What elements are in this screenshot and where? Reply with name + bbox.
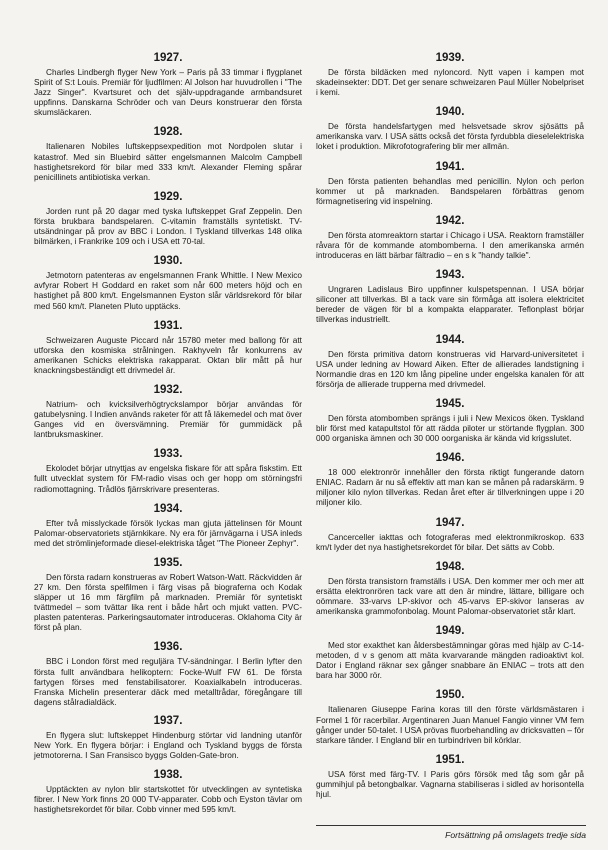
entry-text: Jetmotorn patenteras av engelsmannen Frank Whittle. I New Mexico avfyrar Robert H Goddard en raket som når 600 meters höjd och en hastighet på 800 km/t. Engelsmannen Eyston slår världsrekord för bilar med 560 km/t. Planeten Pluto upptäcks. bbox=[34, 270, 302, 311]
entry-text: De första bildäcken med nyloncord. Nytt vapen i kampen mot skadeinsekter: DDT. Det ger senare schweizaren Paul Müller Nobelpriset i kemi. bbox=[316, 67, 584, 98]
year-heading: 1944. bbox=[435, 333, 465, 346]
entry-1940 bbox=[316, 106, 584, 151]
entry-1930 bbox=[34, 255, 302, 310]
entry-1932 bbox=[34, 384, 302, 439]
entry-text: 18 000 elektronrör innehåller den första riktigt fungerande datorn ENIAC. Radarn är nu så effektiv att man kan se månen på radarskärm. 9 miljoner kilo nylon tillverkas. Redan året efter är tillverkningen uppe i 20 miljoner kilo. bbox=[316, 467, 584, 508]
year-heading: 1931. bbox=[153, 319, 183, 332]
entry-1937 bbox=[34, 715, 302, 760]
entry-1939 bbox=[316, 52, 584, 97]
entry-text: Italienaren Nobiles luftskeppsexpedition mot Nordpolen slutar i katastrof. Med sin Bluebird sätter engelsmannen Malcolm Campbell hastighetsrekord för bilar med 333 km/t. Alexander Fleming spårar penicillinets antibiotiska verkan. bbox=[34, 141, 302, 182]
right-column bbox=[316, 52, 584, 808]
year-heading: 1939. bbox=[435, 52, 465, 64]
entry-text: Italienaren Giuseppe Farina koras till den förste världsmästaren i Formel 1 för racerbilar. Argentinaren Juan Manuel Fangio vinner VM fem gånger under 50-talet. I USA prövas fluorbehandling av dricksvatten – för starkare tänder. I England blir en turbindriven bil körklar. bbox=[316, 704, 584, 745]
entry-text: BBC i London först med reguljära TV-sändningar. I Berlin lyfter den första fullt användbara helikoptern: Focke-Wulf FW 61. De första fartygen förses med fenstabilisatorer. Koaxialkabeln introduceras. Franska Michelin presenterar däck med metalltrådar, föregångare till dagens stålradialdäck. bbox=[34, 656, 302, 707]
entry-1941 bbox=[316, 161, 584, 206]
year-heading: 1951. bbox=[435, 753, 465, 766]
year-heading: 1948. bbox=[435, 560, 465, 573]
entry-1947 bbox=[316, 517, 584, 552]
year-heading: 1927. bbox=[153, 52, 183, 64]
year-heading: 1930. bbox=[153, 255, 183, 268]
year-heading: 1932. bbox=[153, 383, 183, 396]
year-heading: 1935. bbox=[153, 556, 183, 569]
entry-text: Cancerceller iakttas och fotograferas med elektronmikroskop. 633 km/t lyder det nya hastighetsrekordet för bilar. Det sätts av Cobb. bbox=[316, 531, 584, 552]
year-heading: 1947. bbox=[435, 516, 465, 529]
entry-text: Charles Lindbergh flyger New York – Paris på 33 timmar i flygplanet Spirit of S:t Louis. Premiär för ljudfilmen: Al Jolson har huvudrollen i "The Jazz Singer". Kvartsuret och det själv-uppdragande armbandsuret uppfinns. Danskarna Schröder och van Deurs konstruerar den första skumsläckaren. bbox=[34, 67, 302, 118]
entry-1951 bbox=[316, 754, 584, 799]
entry-1943 bbox=[316, 269, 584, 324]
entry-1948 bbox=[316, 561, 584, 616]
year-heading: 1940. bbox=[435, 106, 465, 119]
entry-text: USA först med färg-TV. I Paris görs försök med tåg som går på gummihjul på betongbalkar. Vagnarna stabiliseras i sidled av horisontella hjul. bbox=[316, 768, 584, 800]
entry-1933 bbox=[34, 448, 302, 493]
entry-text: Efter två misslyckade försök lyckas man gjuta jättelinsen för Mount Palomar-observatoriets stjärnkikare. Ny era för järnvägarna i USA inleds med det strömlinjeformade diesel-elektriska tåget "The Pioneer Zephyr". bbox=[34, 517, 302, 548]
entry-text: Den första atomreaktorn startar i Chicago i USA. Reaktorn framställer råvara för de kommande atombomberna. I den amerikanska armén introduceras en lätt bärbar fältradio – en s k "handy talkie". bbox=[316, 229, 584, 261]
year-heading: 1949. bbox=[435, 625, 465, 638]
entry-text: De första handelsfartygen med helsvetsade skrov sjösätts på amerikanska varv. I USA sätts också det första fyrdubbla dieselelektriska loket i produktion. Mikrofotografering blir mer allmän. bbox=[316, 121, 584, 152]
entry-1950 bbox=[316, 689, 584, 744]
year-heading: 1943. bbox=[435, 269, 465, 282]
continuation-note: Fortsättning på omslagets tredje sida bbox=[445, 830, 586, 840]
entry-text: Den första atombomben sprängs i juli i New Mexicos öken. Tyskland blir först med katapultstol för att rädda piloter ur störtande flygplan. 300 000 organiska ämnen och 30 000 oorganiska är kända vid krigsslutet. bbox=[316, 412, 584, 444]
entry-1928 bbox=[34, 126, 302, 181]
entry-1942 bbox=[316, 215, 584, 260]
entry-1945 bbox=[316, 398, 584, 443]
entry-1944 bbox=[316, 334, 584, 389]
entry-1935 bbox=[34, 557, 302, 633]
entry-1927 bbox=[34, 52, 302, 117]
year-heading: 1929. bbox=[153, 190, 183, 203]
year-heading: 1938. bbox=[153, 769, 183, 782]
year-heading: 1950. bbox=[435, 689, 465, 702]
entry-text: Den första primitiva datorn konstrueras vid Harvard-universitetet i USA under ledning av Howard Aiken. Efter de allierades landstigning i Normandie dras en 120 km lång pipeline under engelska kanalen för att försörja de allierade trupperna med drivmedel. bbox=[316, 348, 584, 389]
entry-text: Den första patienten behandlas med penicillin. Nylon och perlon kommer ut på marknaden. Bandspelaren förbättras genom förmagnetisering vid inspelning. bbox=[316, 175, 584, 206]
left-column bbox=[34, 52, 302, 824]
entry-text: Ungraren Ladislaus Biro uppfinner kulspetspennan. I USA börjar siliconer att tillverkas. Bl a tack vare sin förmåga att isolera elektricitet bereder de vägen för bl a kompakta elapparater. Teflonplast börjar tillverkas industriellt. bbox=[316, 284, 584, 325]
entry-1931 bbox=[34, 320, 302, 375]
entry-1938 bbox=[34, 769, 302, 814]
entry-text: Upptäckten av nylon blir startskottet för utvecklingen av syntetiska fibrer. I New York finns 20 000 TV-apparater. Cobb och Eyston tävlar om hastighetsrekordet för bilar. Cobb vinner med 595 km/t. bbox=[34, 784, 302, 815]
entry-text: Den första transistorn framställs i USA. Den kommer mer och mer att ersätta elektronrören tack vare att den är mindre, lättare, billigare och oömmare. 33-varvs LP-skivor och 45-varvs EP-skivor lanseras av amerikanska grammofonbolag. Mount Palomar-observatoriet står klart. bbox=[316, 575, 584, 616]
entry-text: Ekolodet börjar utnyttjas av engelska fiskare för att spåra fiskstim. Ett fullt utvecklat system för FM-radio visas och ger hopp om störningsfri radiomottagning. Trådlös fjärrskrivare presenteras. bbox=[34, 463, 302, 494]
year-heading: 1934. bbox=[153, 502, 183, 515]
entry-text: Med stor exakthet kan åldersbestämningar göras med hjälp av C-14-metoden, d v s genom att mäta kvarvarande mängden radioaktivt kol. Dator i England räknar sex gånger snabbare än ENIAC – trots att den bara har 3000 rör. bbox=[316, 640, 584, 681]
footer-divider bbox=[316, 825, 586, 826]
entry-text: Jorden runt på 20 dagar med tyska luftskeppet Graf Zeppelin. Den första brukbara bandspelaren. C-vitamin framställs syntetiskt. TV-utsändningar på prov av BBC i London. I Tyskland tillverkas 148 olika bilmärken, i Frankrike 109 och i USA ett 70-tal. bbox=[34, 205, 302, 247]
year-heading: 1941. bbox=[435, 160, 465, 173]
year-heading: 1928. bbox=[153, 126, 183, 139]
entry-1929 bbox=[34, 191, 302, 246]
year-heading: 1942. bbox=[435, 214, 465, 227]
year-heading: 1937. bbox=[153, 714, 183, 727]
entry-1934 bbox=[34, 503, 302, 548]
entry-text: Natrium- och kvicksilverhögtryckslampor börjar användas för gatubelysning. I Indien används raketer för att få läkemedel och mat över Ganges vid en översvämning. Premiär för gummidäck på lantbruksmaskiner. bbox=[34, 398, 302, 440]
entry-text: Den första radarn konstrueras av Robert Watson-Watt. Räckvidden är 27 km. Den första spelfilmen i färg visas på biograferna och Kodak släpper ut 16 mm färgfilm på marknaden. Premiär för syntetiskt tvättmedel – som tvättar lika rent i både hårt och mjukt vatten. PVC-plasten patenteras. Parkeringsautomater introduceras. Oklahoma City är först på plan. bbox=[34, 571, 302, 633]
year-heading: 1933. bbox=[153, 448, 183, 461]
year-heading: 1946. bbox=[435, 452, 465, 465]
entry-1936 bbox=[34, 641, 302, 706]
entry-1946 bbox=[316, 452, 584, 507]
year-heading: 1945. bbox=[435, 397, 465, 410]
entry-1949 bbox=[316, 625, 584, 680]
entry-text: En flygera slut: luftskeppet Hindenburg störtar vid landning utanför New York. En flygera börjar: i England och Tyskland byggs de första jetmotorerna. I San Fransisco byggs Golden-Gate-bron. bbox=[34, 729, 302, 761]
entry-text: Schweizaren Auguste Piccard når 15780 meter med ballong för att utforska den kosmiska strålningen. Rakhyveln får konkurrens av amerikanen Schicks elektriska rakapparat. Oktan blir mått på hur knackningsbeständigt ett drivmedel är. bbox=[34, 334, 302, 375]
year-heading: 1936. bbox=[153, 641, 183, 654]
